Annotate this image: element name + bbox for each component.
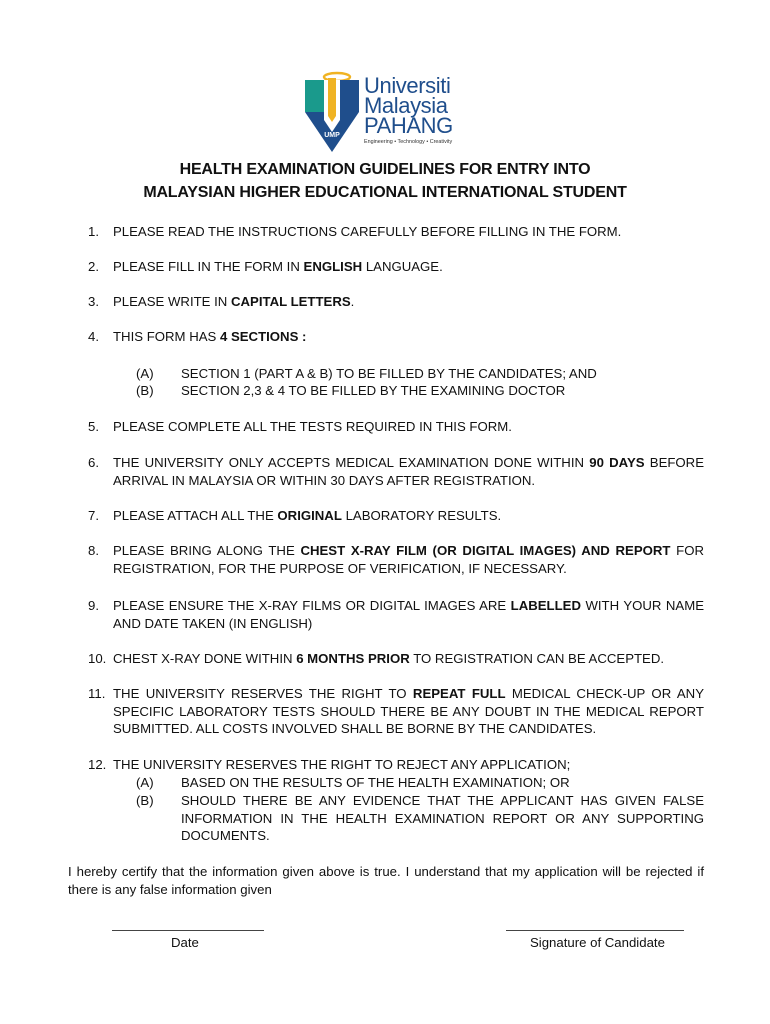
item-number: 1. [88,224,99,239]
emphasis: 90 DAYS [589,455,645,470]
emphasis: LABELLED [510,598,581,613]
guideline-item-2 [88,258,704,276]
guideline-item-8 [88,542,704,577]
subitem-text: SECTION 1 (PART A & B) TO BE FILLED BY THE CANDIDATES; AND [181,366,597,381]
emphasis: REPEAT FULL [412,686,506,701]
section4-subitem-b [136,382,704,400]
item-number: 3. [88,294,99,309]
item-text: THE UNIVERSITY ONLY ACCEPTS MEDICAL EXAMINATION DONE WITHIN 90 DAYS BEFORE ARRIVAL IN MALAYSIA OR WITHIN 30 DAYS AFTER REGISTRATION. [113,455,705,488]
candidate-signature-label: Signature of Candidate [530,935,665,950]
item-number: 6. [88,455,99,470]
item-number: 12. [88,757,107,772]
guideline-item-9 [88,597,704,632]
item-text: THE UNIVERSITY RESERVES THE RIGHT TO REPEAT FULL MEDICAL CHECK-UP OR ANY SPECIFIC LABORATORY TESTS SHOULD THERE BE ANY DOUBT IN THE MEDICAL REPORT SUBMITTED. ALL COSTS INVOLVED SHALL BE BORNE BY THE CANDIDATES. [113,686,704,736]
item-text: PLEASE FILL IN THE FORM IN ENGLISH LANGUAGE. [113,259,443,274]
item-number: 9. [88,598,99,613]
emphasis: 6 MONTHS PRIOR [296,651,410,666]
date-signature-line [112,930,264,931]
logo-badge-text: UMP [324,132,340,139]
logo-tagline: Engineering • Technology • Creativity [364,139,453,145]
item-number: 2. [88,259,99,274]
item-number: 8. [88,543,99,558]
item-text: PLEASE COMPLETE ALL THE TESTS REQUIRED IN THIS FORM. [113,419,512,434]
emphasis: ORIGINAL [277,508,342,523]
title-line-2: MALAYSIAN HIGHER EDUCATIONAL INTERNATIONAL STUDENT [143,184,627,201]
subitem-text: BASED ON THE RESULTS OF THE HEALTH EXAMINATION; OR [181,775,570,790]
guideline-item-11 [88,685,704,738]
subitem-label: (A) [136,366,154,381]
guideline-item-10 [88,650,704,668]
subitem-label: (A) [136,775,154,790]
emphasis: ENGLISH [303,259,363,274]
section4-subitem-a [136,365,704,383]
guideline-item-5 [88,418,704,436]
candidate-signature-line [506,930,684,931]
item-number: 5. [88,419,99,434]
item-text: CHEST X-RAY DONE WITHIN 6 MONTHS PRIOR TO REGISTRATION CAN BE ACCEPTED. [113,651,665,666]
logo-line-1: Universiti [364,73,451,98]
item-number: 11. [88,686,106,701]
item-text: PLEASE ENSURE THE X-RAY FILMS OR DIGITAL IMAGES ARE LABELLED WITH YOUR NAME AND DATE TAKEN (IN ENGLISH) [113,598,704,631]
item-text: PLEASE READ THE INSTRUCTIONS CAREFULLY BEFORE FILLING IN THE FORM. [113,224,622,239]
emphasis: CHEST X-RAY FILM (OR DIGITAL IMAGES) AND REPORT [300,543,671,558]
title-line-1: HEALTH EXAMINATION GUIDELINES FOR ENTRY INTO [179,161,591,178]
section12-subitem-b [136,792,704,845]
guideline-item-3 [88,293,704,311]
subitem-label: (B) [136,383,154,398]
section12-subitem-a [136,774,704,792]
guideline-item-1 [88,223,704,241]
document-title [0,158,770,204]
item-text: PLEASE BRING ALONG THE CHEST X-RAY FILM (OR DIGITAL IMAGES) AND REPORT FOR REGISTRATION, FOR THE PURPOSE OF VERIFICATION, IF NECESSARY. [113,543,704,576]
subitem-text: SHOULD THERE BE ANY EVIDENCE THAT THE APPLICANT HAS GIVEN FALSE INFORMATION IN THE HEALTH EXAMINATION REPORT OR ANY SUPPORTING DOCUMENTS. [181,793,704,843]
guideline-item-7 [88,507,704,525]
subitem-label: (B) [136,793,154,808]
item-number: 7. [88,508,99,523]
logo-wordmark [364,73,453,146]
guideline-item-4 [88,328,704,346]
item-text: PLEASE WRITE IN CAPITAL LETTERS. [113,294,355,309]
item-text: THIS FORM HAS 4 SECTIONS : [113,329,307,344]
logo-line-3: PAHANG [364,113,453,138]
subitem-text: SECTION 2,3 & 4 TO BE FILLED BY THE EXAMINING DOCTOR [181,383,566,398]
guideline-item-6 [88,454,704,489]
emphasis: CAPITAL LETTERS [230,294,351,309]
guideline-item-12 [88,756,704,774]
certification-statement: I hereby certify that the information given above is true. I understand that my application will be rejected if there is any false information given [68,864,704,897]
university-logo [302,68,474,156]
date-label: Date [171,935,199,950]
item-text: PLEASE ATTACH ALL THE ORIGINAL LABORATORY RESULTS. [113,508,502,523]
item-number: 10. [88,651,107,666]
item-text: THE UNIVERSITY RESERVES THE RIGHT TO REJECT ANY APPLICATION; [113,757,571,772]
ump-crest-icon [302,68,362,154]
item-number: 4. [88,329,99,344]
emphasis: 4 SECTIONS : [219,329,307,344]
logo-line-2: Malaysia [364,93,448,118]
